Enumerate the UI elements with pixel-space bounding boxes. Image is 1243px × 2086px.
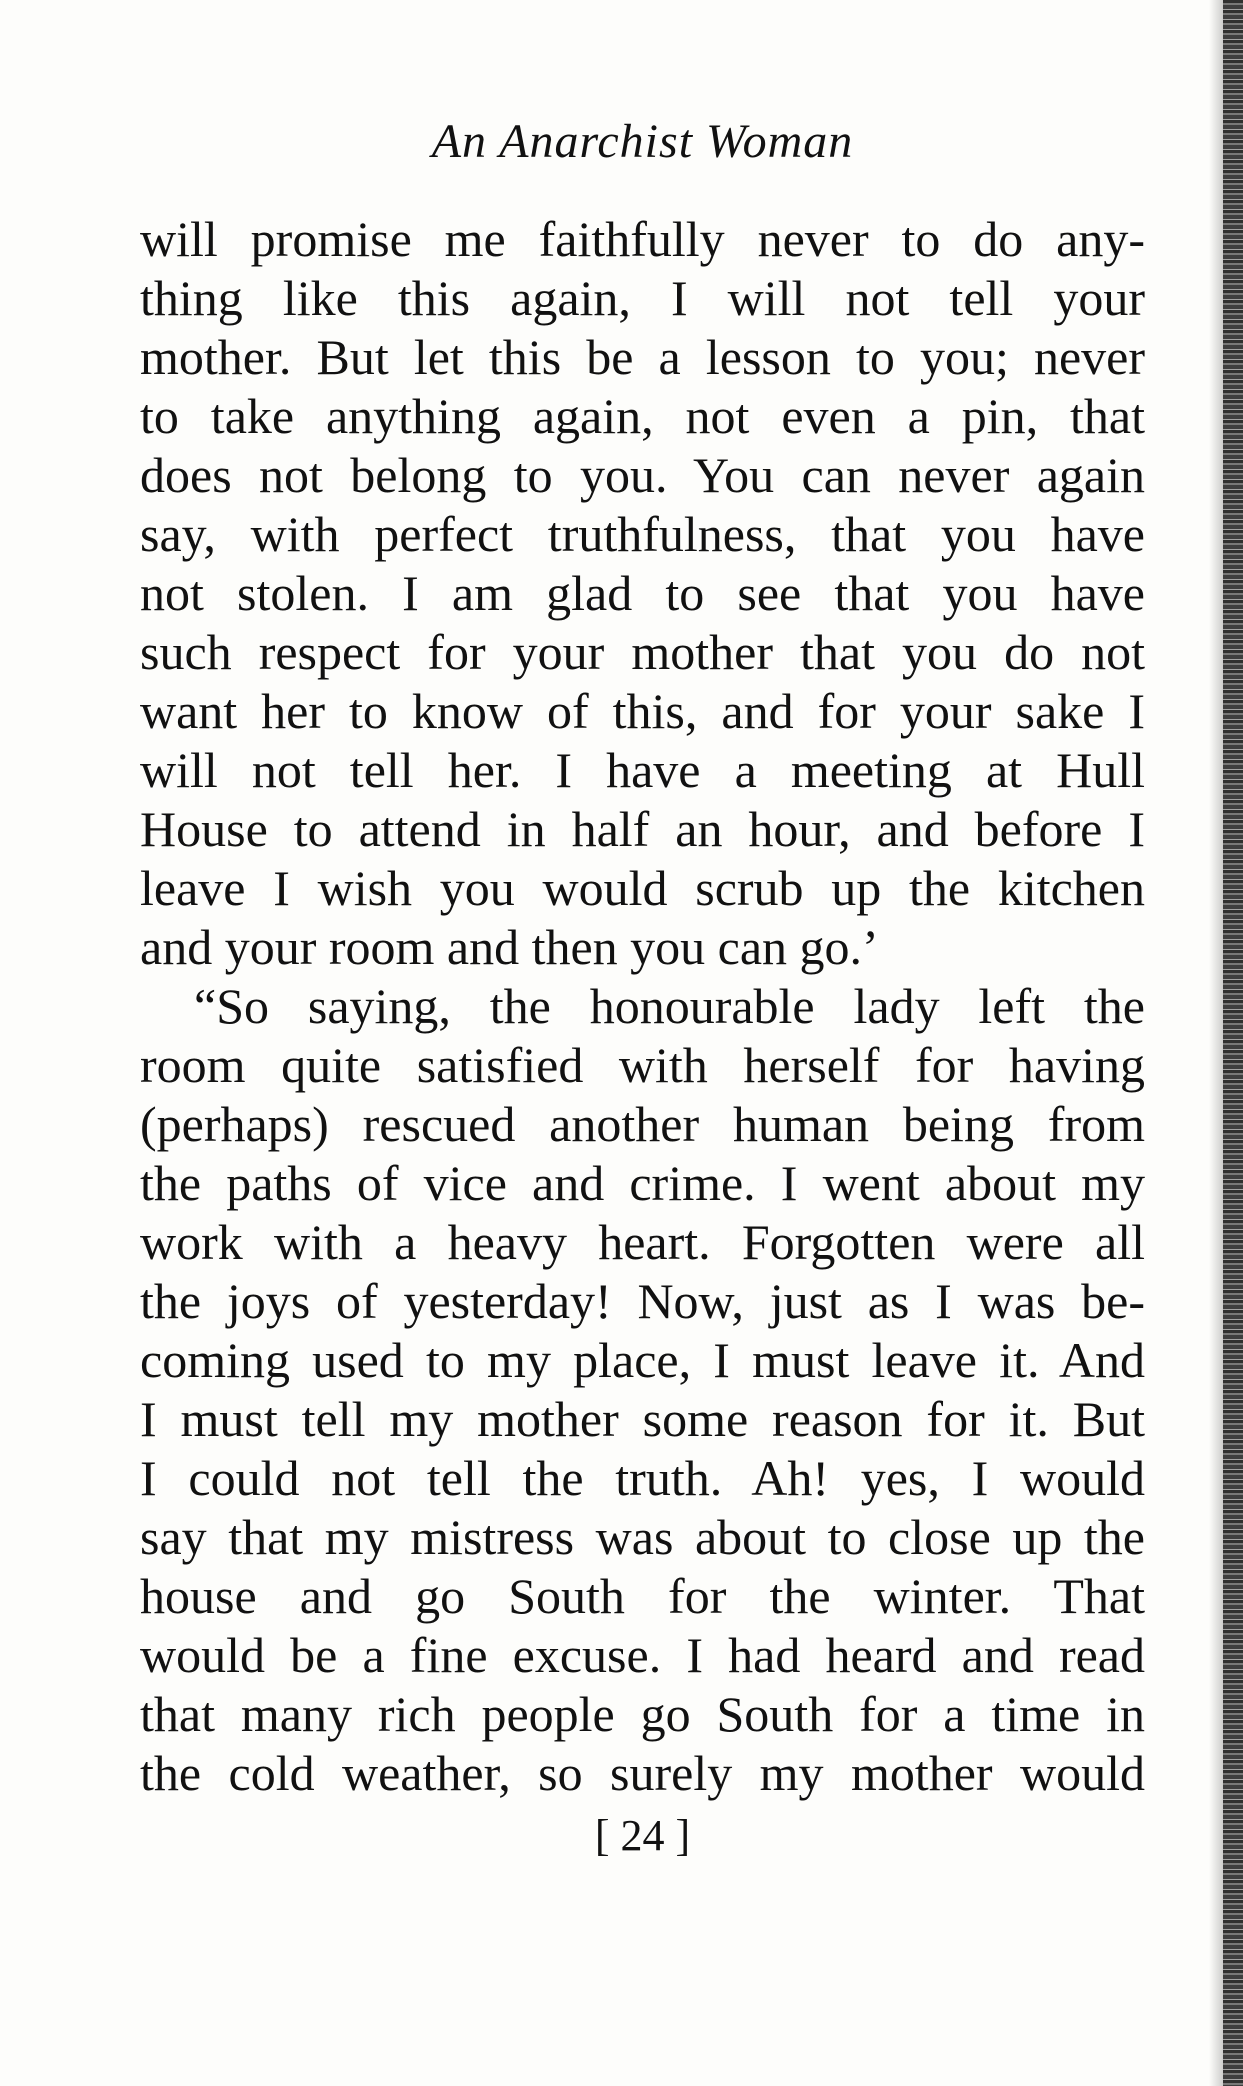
text-line: (perhaps) rescued another human being from [140,1096,1145,1152]
text-line-paragraph-end: and your room and then you can go.’ [140,919,879,975]
page-number: [ 24 ] [594,1811,691,1860]
text-line: leave I wish you would scrub up the kitchen [140,860,1145,916]
text-line: does not belong to you. You can never again [140,447,1145,503]
text-line: to take anything again, not even a pin, that [140,388,1145,444]
text-line-paragraph-start: “So saying, the honourable lady left the [194,978,1145,1034]
text-line: would be a fine excuse. I had heard and read [140,1627,1145,1683]
text-line: say, with perfect truthfulness, that you have [140,506,1145,562]
text-line: the paths of vice and crime. I went about my [140,1155,1145,1211]
text-line: will promise me faithfully never to do any- [140,211,1145,267]
text-line: that many rich people go South for a time in [140,1686,1145,1742]
page-gutter-shadow [1209,0,1223,2086]
text-line: the cold weather, so surely my mother would [140,1745,1145,1801]
text-line: not stolen. I am glad to see that you have [140,565,1145,621]
text-line: want her to know of this, and for your sake I [140,683,1145,739]
text-line: will not tell her. I have a meeting at Hull [140,742,1145,798]
page-edge-binding [1223,0,1243,2086]
text-line: room quite satisfied with herself for having [140,1037,1145,1093]
text-line: say that my mistress was about to close up the [140,1509,1145,1565]
text-line: work with a heavy heart. Forgotten were all [140,1214,1145,1270]
text-line: mother. But let this be a lesson to you; never [140,329,1145,385]
running-head: An Anarchist Woman [431,115,854,168]
text-line: I could not tell the truth. Ah! yes, I would [140,1450,1145,1506]
text-line: House to attend in half an hour, and before I [140,801,1145,857]
text-line: thing like this again, I will not tell your [140,270,1145,326]
body-text [140,210,1145,1803]
text-line: house and go South for the winter. That [140,1568,1145,1624]
text-line: such respect for your mother that you do not [140,624,1145,680]
text-line: I must tell my mother some reason for it. But [140,1391,1145,1447]
text-line: coming used to my place, I must leave it. And [140,1332,1145,1388]
text-line: the joys of yesterday! Now, just as I was be- [140,1273,1145,1329]
